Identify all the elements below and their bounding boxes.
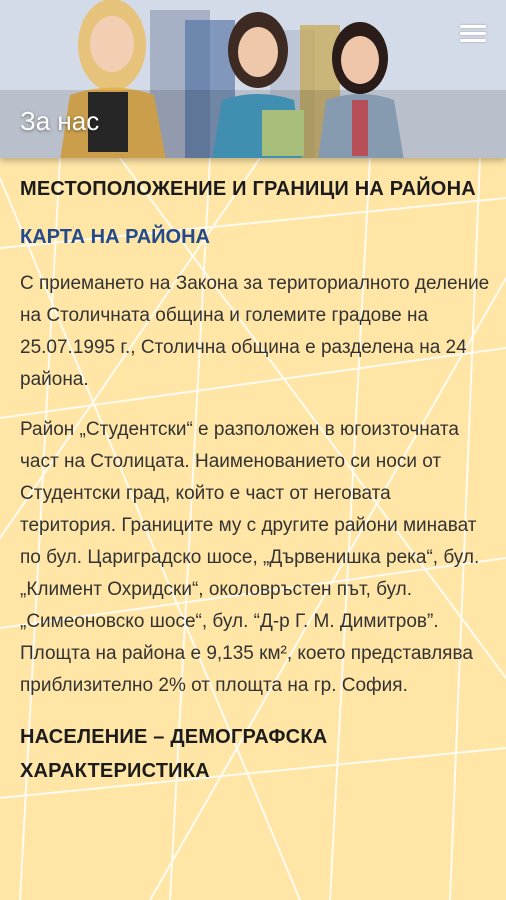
page-title: За нас [20, 106, 100, 136]
paragraph-location: Район „Студентски“ е разположен в югоизточната част на Столицата. Наименованието си носи от Студентски град, който е част от неговата територия. Границите му с другите райони минават по бул. Цариградско шосе, „Дървенишка река“, бул. „Климент Охридски“, околовръстен път, бул. „Симеоновско шосе“, бул. “Д-р Г. М. Димитров”. Площта на района е 9,135 км², което представлява приблизително 2% от площта на гр. София. [20, 419, 480, 696]
paragraph-districts: С приемането на Закона за териториалното деление на Столичната община и големите градове на 25.07.1995 г., Столична община е разделена на 24 района. [20, 273, 490, 390]
hero-header [0, 0, 506, 158]
main-content [20, 172, 490, 802]
district-map-link[interactable]: КАРТА НА РАЙОНА [20, 226, 210, 248]
population-heading: НАСЕЛЕНИЕ – ДЕМОГРАФСКА ХАРАКТЕРИСТИКА [20, 726, 328, 782]
location-heading: МЕСТОПОЛОЖЕНИЕ И ГРАНИЦИ НА РАЙОНА [20, 178, 476, 200]
hamburger-menu-icon[interactable] [460, 25, 486, 45]
